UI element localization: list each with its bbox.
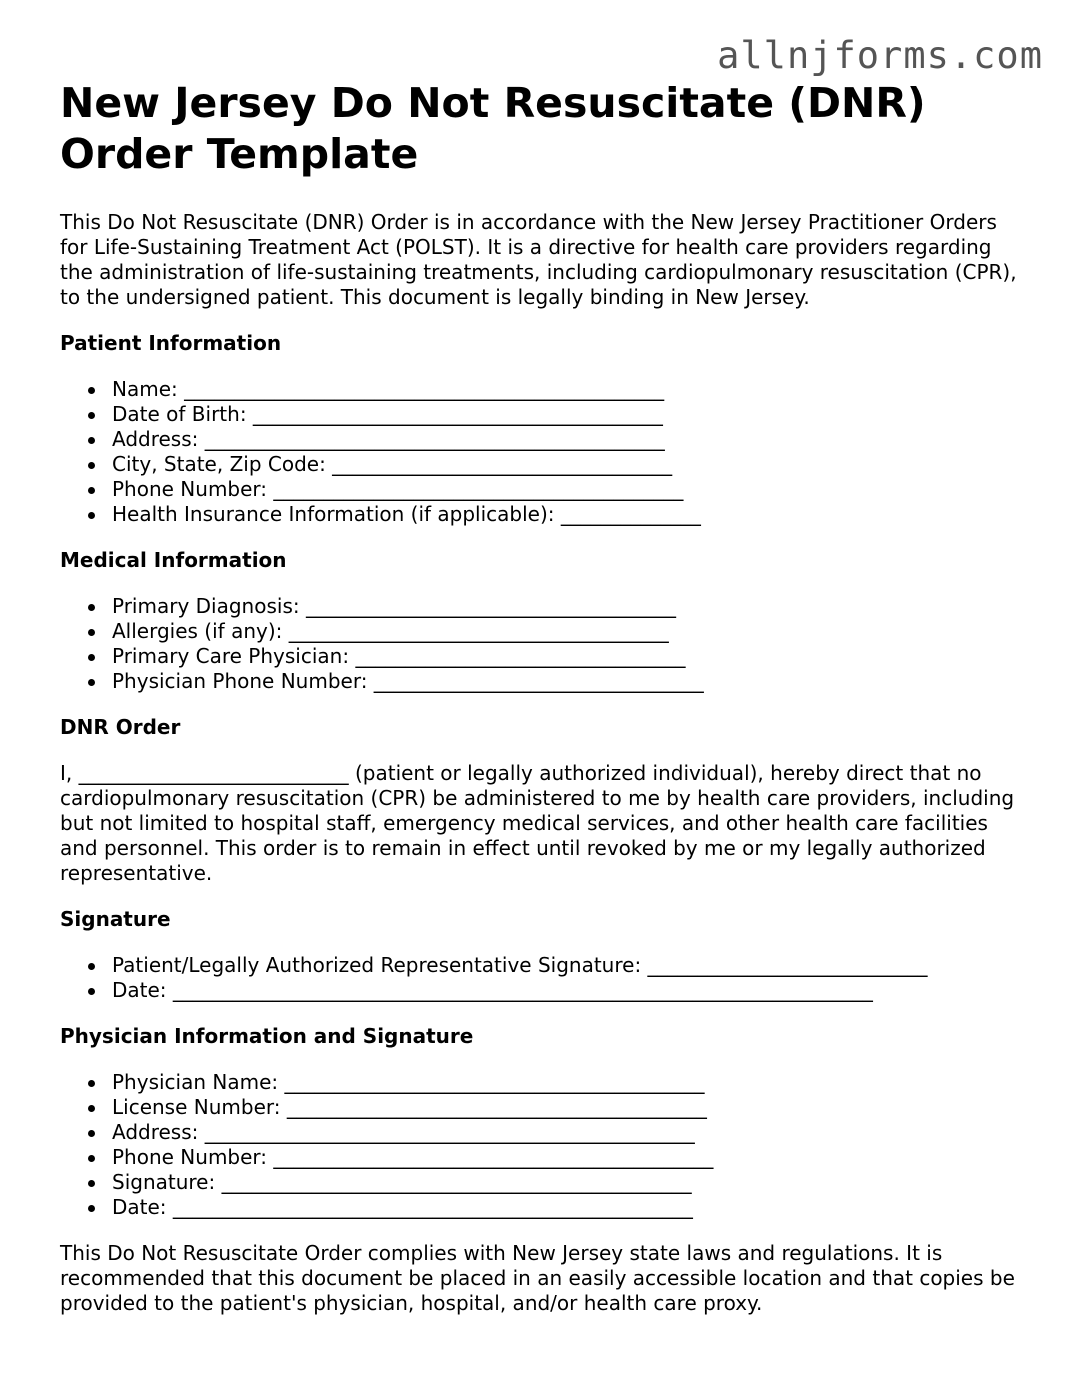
allergies-field: Allergies (if any): ______________________________________ (112, 619, 1030, 644)
watermark: allnjforms.com (717, 34, 1043, 77)
primary-diagnosis-field: Primary Diagnosis: _____________________________________ (112, 594, 1030, 619)
medical-info-heading: Medical Information (60, 548, 287, 572)
signature-date-field: Date: ______________________________________________________________________ (112, 978, 1030, 1003)
patient-city-field: City, State, Zip Code: __________________________________ (112, 452, 1030, 477)
physician-phone-field: Physician Phone Number: _________________________________ (112, 669, 1030, 694)
patient-name-field: Name: ________________________________________________ (112, 377, 1030, 402)
physician-phone-number-field: Phone Number: ____________________________________________ (112, 1145, 1030, 1170)
signature-list (60, 953, 1030, 1003)
page-title: New Jersey Do Not Resuscitate (DNR) Order Template (60, 79, 926, 178)
representative-signature-field: Patient/Legally Authorized Representative Signature: ____________________________ (112, 953, 1030, 978)
patient-info-heading: Patient Information (60, 331, 282, 355)
patient-phone-field: Phone Number: _________________________________________ (112, 477, 1030, 502)
physician-name-field: Physician Name: __________________________________________ (112, 1070, 1030, 1095)
patient-insurance-field: Health Insurance Information (if applicable): ______________ (112, 502, 1030, 527)
primary-care-physician-field: Primary Care Physician: _________________________________ (112, 644, 1030, 669)
physician-address-field: Address: _________________________________________________ (112, 1120, 1030, 1145)
patient-address-field: Address: ______________________________________________ (112, 427, 1030, 452)
dnr-order-heading: DNR Order (60, 715, 181, 739)
patient-info-list (60, 377, 1030, 527)
physician-date-field: Date: ____________________________________________________ (112, 1195, 1030, 1220)
physician-info-heading: Physician Information and Signature (60, 1024, 474, 1048)
signature-heading: Signature (60, 907, 171, 931)
dnr-order-paragraph: I, ___________________________ (patient or legally authorized individual), hereby direct that no cardiopulmonary resuscitation (CPR) be administered to me by health care providers, including but not limited to hospital staff, emergency medical services, and other health care facilities and personnel. This order is to remain in effect until revoked by me or my legally authorized representative. (60, 761, 1015, 885)
intro-paragraph: This Do Not Resuscitate (DNR) Order is in accordance with the New Jersey Practitioner Orders for Life-Sustaining Treatment Act (POLST). It is a directive for health care providers regarding the administration of life-sustaining treatments, including cardiopulmonary resuscitation (CPR), to the undersigned patient. This document is legally binding in New Jersey. (60, 210, 1017, 309)
physician-info-list (60, 1070, 1030, 1220)
document-page (60, 78, 1030, 1316)
medical-info-list (60, 594, 1030, 694)
patient-dob-field: Date of Birth: _________________________________________ (112, 402, 1030, 427)
physician-signature-field: Signature: _______________________________________________ (112, 1170, 1030, 1195)
closing-paragraph: This Do Not Resuscitate Order complies with New Jersey state laws and regulations. It is recommended that this document be placed in an easily accessible location and that copies be provided to the patient's physician, hospital, and/or health care proxy. (60, 1241, 1015, 1315)
license-number-field: License Number: __________________________________________ (112, 1095, 1030, 1120)
